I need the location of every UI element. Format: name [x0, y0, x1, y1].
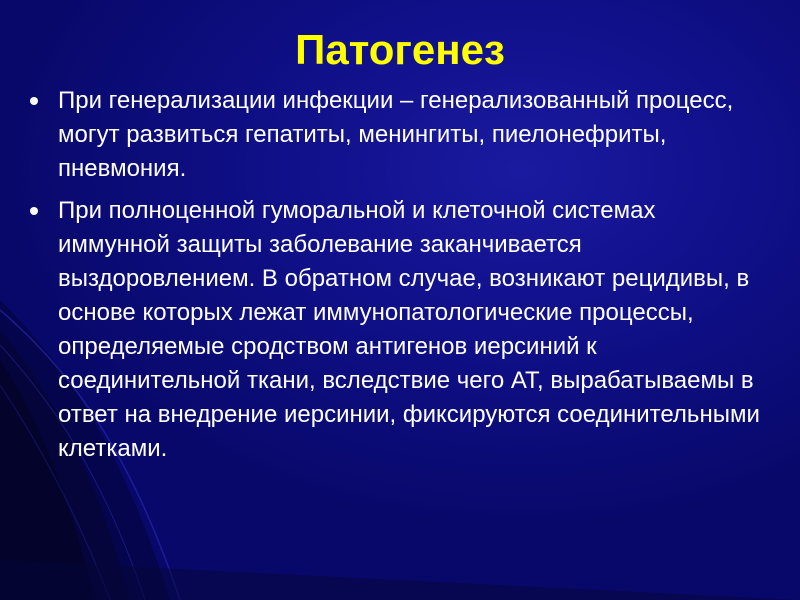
bullet-icon	[30, 97, 38, 105]
slide-title: Патогенез	[295, 26, 505, 73]
bullet-text: При полноценной гуморальной и клеточной системах иммунной защиты заболевание заканчивается выздоровлением. В обратном случае, возникают рецидивы, в основе которых лежат иммунопатологические процессы, определяемые сродством антигенов иерсиний к соединительной ткани, вследствие чего АТ, вырабатываемы в ответ на внедрение иерсинии, фиксируются соединительными клетками.	[58, 197, 760, 462]
bullet-item	[30, 194, 770, 466]
bullet-list	[30, 84, 770, 474]
bullet-icon	[30, 207, 38, 215]
bullet-text: При генерализации инфекции – генерализованный процесс, могут развиться гепатиты, менингиты, пиелонефриты, пневмония.	[58, 87, 734, 182]
bullet-item	[30, 84, 770, 186]
